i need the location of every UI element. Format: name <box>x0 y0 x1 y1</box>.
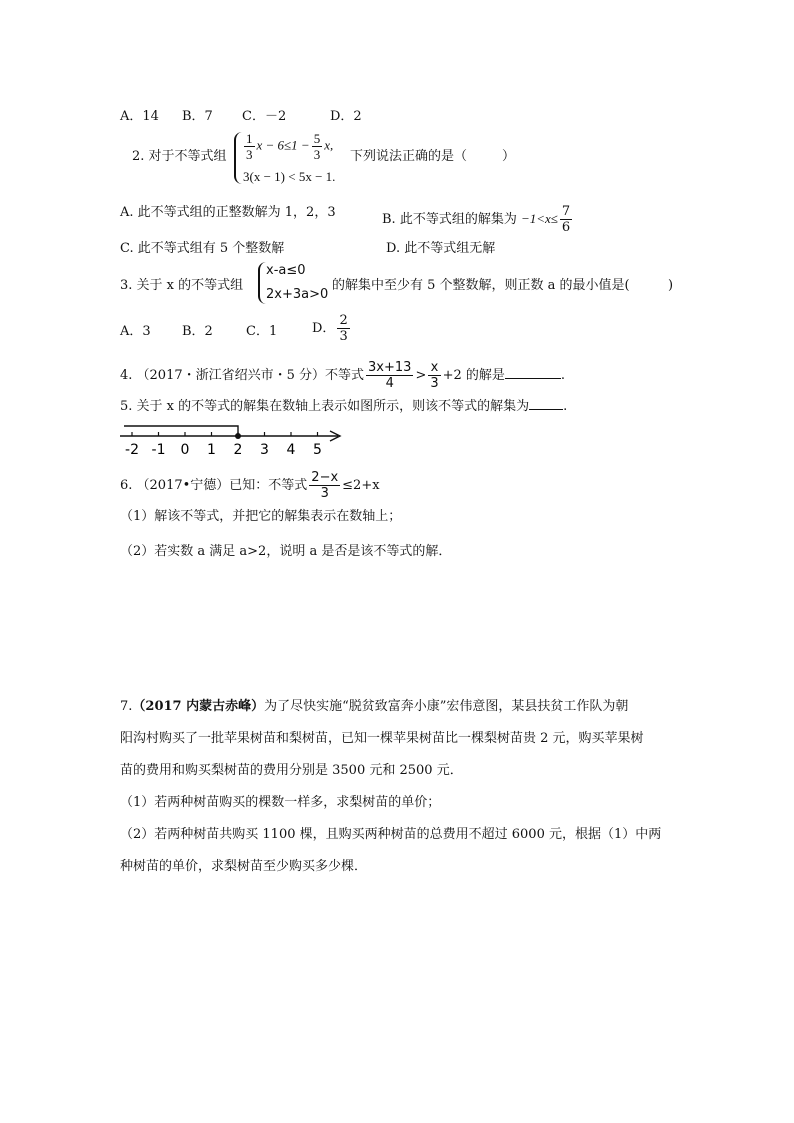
q3-eq1: x-a≤0 <box>266 263 306 278</box>
q1-option-a: A．14 <box>120 109 159 124</box>
q2-close-paren: ） <box>502 149 516 164</box>
q4-text: 4. （2017・浙江省绍兴市・5 分）不等式 $\frac{3x+13}{4}$ > $\frac{x}{3}$ +2 的解是 . <box>120 360 566 391</box>
q2-option-b: B. 此不等式组的解集为 −1<x≤ $\frac{7}{6}$ <box>382 204 571 235</box>
solution-solid-point <box>235 433 241 439</box>
q3-suffix: 的解集中至少有 5 个整数解，则正数 a 的最小值是( <box>332 278 630 293</box>
q3-prefix: 3. 关于 x 的不等式组 <box>120 278 244 293</box>
q2-eq1: $\frac{1}{3}$ x − 6≤1 − $\frac{5}{3}$ x, <box>246 131 334 162</box>
q7-line1: 7.（2017 内蒙古赤峰）为了尽快实施“脱贫致富奔小康”宏伟意图，某县扶贫工作队为朝 <box>120 699 629 714</box>
q7-line2: 阳沟村购买了一批苹果树苗和梨树苗，已知一棵苹果树苗比一棵梨树苗贵 2 元，购买苹果树 <box>120 731 644 746</box>
q2-option-a: A. 此不等式组的正整数解为 1，2，3 <box>120 205 336 220</box>
q7-part2b: 种树苗的单价，求梨树苗至少购买多少棵． <box>120 859 368 874</box>
number-line-label: 2 <box>233 442 243 458</box>
q1-option-c: C．－2 <box>242 109 287 124</box>
q5-text: 5. 关于 x 的不等式的解集在数轴上表示如图所示，则该不等式的解集为 . <box>120 399 568 414</box>
number-line-label: -2 <box>125 442 139 458</box>
q1-option-d: D．2 <box>330 109 362 124</box>
q6-part1: （1）解该不等式，并把它的解集表示在数轴上； <box>120 509 402 524</box>
q3-close-paren: ) <box>668 278 674 293</box>
q2-suffix: 下列说法正确的是（ <box>350 149 468 164</box>
solution-bracket <box>124 426 238 436</box>
number-line-label: 1 <box>207 442 216 458</box>
q7-part1: （1）若两种树苗购买的棵数一样多，求梨树苗的单价； <box>120 795 441 810</box>
q2-option-c: C. 此不等式组有 5 个整数解 <box>120 241 285 256</box>
q6-part2: （2）若实数 a 满足 a>2，说明 a 是否是该不等式的解． <box>120 544 452 559</box>
q1-option-b: B．7 <box>182 109 213 124</box>
q7-part2a: （2）若两种树苗共购买 1100 棵，且购买两种树苗的总费用不超过 6000 元，根据（1）中两 <box>120 827 662 842</box>
q3-option-c: C．1 <box>246 324 278 339</box>
q2-prefix: 2. 对于不等式组 <box>132 149 227 164</box>
q4-answer-blank <box>505 378 561 379</box>
q7-line3: 苗的费用和购买梨树苗的费用分别是 3500 元和 2500 元． <box>120 763 463 778</box>
q3-option-d: D． $\frac{2}{3}$ <box>312 313 348 344</box>
q3-eq2: 2x+3a>0 <box>266 287 329 302</box>
q5-answer-blank <box>529 409 563 410</box>
q5-number-line <box>116 420 356 460</box>
number-line-label: 3 <box>260 442 269 458</box>
number-line-label: 5 <box>313 442 322 458</box>
q3-option-a: A．3 <box>120 324 151 339</box>
q2-eq2: 3(x − 1) < 5x − 1. <box>243 169 336 184</box>
q6-text: 6. （2017•宁德）已知：不等式 $\frac{2-x}{3}$ ≤2+x <box>120 470 380 501</box>
number-line-label: 0 <box>180 442 190 458</box>
number-line-label: -1 <box>151 442 166 458</box>
number-line-label: 4 <box>286 442 296 458</box>
q2-option-d: D. 此不等式组无解 <box>386 241 496 256</box>
q3-option-b: B．2 <box>182 324 213 339</box>
